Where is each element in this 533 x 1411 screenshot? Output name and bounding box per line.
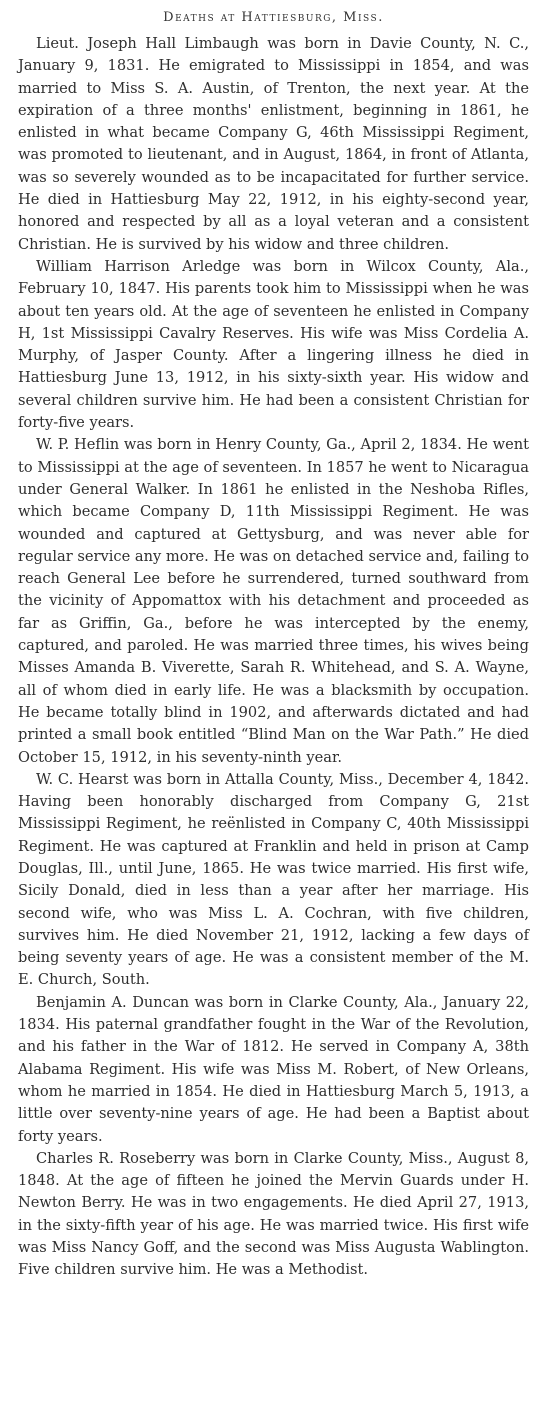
obituary-limbaugh: Lieut. Joseph Hall Limbaugh was born in Davie County, N. C., January 9, 1831. He emigrated to Mississippi in 1854, and was married to Miss S. A. Austin, of Trenton, the next year. At the expiration of a three months' enlistment, beginning in 1861, he enlisted in what became Company G, 46th Mississippi Regiment, was promoted to lieutenant, and in August, 1864, in front of Atlanta, was so severely wounded as to be incapacitated for further service. He died in Hattiesburg May 22, 1912, in his eighty-second year, honored and respected by all as a loyal veteran and a consistent Christian. He is survived by his widow and three children.	[18, 35, 529, 253]
obituary-duncan: Benjamin A. Duncan was born in Clarke County, Ala., January 22, 1834. His paternal grandfather fought in the War of the Revolution, and his father in the War of 1812. He served in Company A, 38th Alabama Regiment. His wife was Miss M. Robert, of New Orleans, whom he married in 1854. He died in Hattiesburg March 5, 1913, a little over seventy-nine years of age. He had been a Baptist about forty years.	[18, 993, 529, 1145]
page-header: Deaths at Hattiesburg, Miss.	[163, 10, 384, 25]
obituary-heflin: W. P. Heflin was born in Henry County, Ga., April 2, 1834. He went to Mississippi at the age of seventeen. In 1857 he went to Nicaragua under General Walker. In 1861 he enlisted in the Neshoba Rifles, which became Company D, 11th Mississippi Regiment. He was wounded and captured at Gettysburg, and was never able for regular service any more. He was on detached service and, failing to reach General Lee before he surrendered, turned southward from the vicinity of Appomattox with his detachment and proceeded as far as Griffin, Ga., before he was intercepted by the enemy, captured, and paroled. He was married three times, his wives being Misses Amanda B. Viverette, Sarah R. Whitehead, and S. A. Wayne, all of whom died in early life. He was a blacksmith by occupation. He became totally blind in 1902, and afterwards dictated and had printed a small book entitled “Blind Man on the War Path.” He died October 15, 1912, in his seventy-ninth year.	[18, 436, 529, 766]
obituary-hearst: W. C. Hearst was born in Attalla County, Miss., December 4, 1842. Having been honorably discharged from Company G, 21st Mississippi Regiment, he reënlisted in Company C, 40th Mississippi Regiment. He was captured at Franklin and held in prison at Camp Douglas, Ill., until June, 1865. He was twice married. His first wife, Sicily Donald, died in less than a year after her marriage. His second wife, who was Miss L. A. Cochran, with five children, survives him. He died November 21, 1912, lacking a few days of being seventy years of age. He was a consistent member of the M. E. Church, South.	[18, 770, 529, 989]
obituary-arledge: William Harrison Arledge was born in Wilcox County, Ala., February 10, 1847. His parents took him to Mississippi when he was about ten years old. At the age of seventeen he enlisted in Company H, 1st Mississippi Cavalry Reserves. His wife was Miss Cordelia A. Murphy, of Jasper County. After a lingering illness he died in Hattiesburg June 13, 1912, in his sixty-sixth year. His widow and several children survive him. He had been a consistent Christian for forty-five years.	[18, 257, 529, 432]
obituary-roseberry: Charles R. Roseberry was born in Clarke County, Miss., August 8, 1848. At the age of fifteen he joined the Mervin Guards under H. Newton Berry. He was in two engagements. He died April 27, 1913, in the sixty-fifth year of his age. He was married twice. His first wife was Miss Nancy Goff, and the second was Miss Augusta Wablington. Five children survive him. He was a Methodist.	[18, 1149, 529, 1279]
